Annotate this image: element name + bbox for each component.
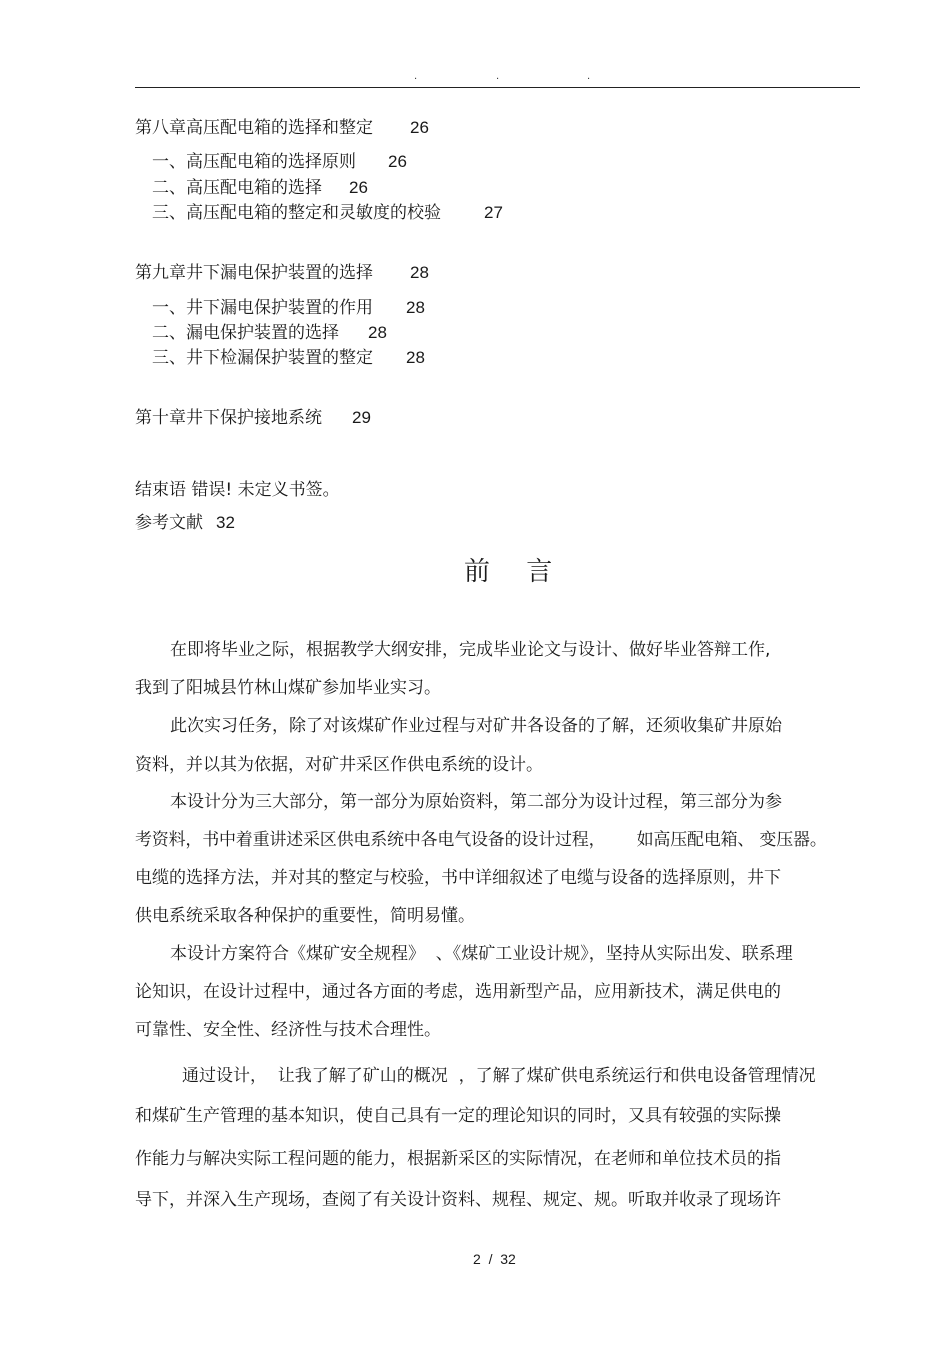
- toc-ch10-title[interactable]: 第十章井下保护接地系统: [135, 408, 322, 428]
- toc-references[interactable]: 参考文献: [135, 513, 203, 533]
- toc-ch9-page[interactable]: 28: [410, 263, 429, 282]
- header-rule: [135, 87, 860, 88]
- preface-line: 和煤矿生产管理的基本知识，使自己具有一定的理论知识的同时，又具有较强的实际操: [135, 1106, 781, 1126]
- page-number: 2 / 32: [473, 1251, 516, 1267]
- preface-line: 在即将毕业之际，根据教学大纲安排，完成毕业论文与设计、做好毕业答辩工作,: [170, 640, 771, 660]
- toc-ch9-item-2[interactable]: 二、漏电保护装置的选择: [152, 323, 339, 343]
- toc-ch9-item-1[interactable]: 一、井下漏电保护装置的作用: [152, 298, 373, 318]
- preface-line: 供电系统采取各种保护的重要性，简明易懂。: [135, 906, 475, 926]
- toc-ch10-page[interactable]: 29: [352, 408, 371, 427]
- preface-line: 我到了阳城县竹林山煤矿参加毕业实习。: [135, 678, 441, 698]
- toc-ch8-page[interactable]: 26: [410, 118, 429, 137]
- toc-ch9-title[interactable]: 第九章井下漏电保护装置的选择: [135, 263, 373, 283]
- toc-ch9-item-3[interactable]: 三、井下检漏保护装置的整定: [152, 348, 373, 368]
- toc-ch9-item-1-page[interactable]: 28: [406, 298, 425, 317]
- toc-ch8-item-3[interactable]: 三、高压配电箱的整定和灵敏度的校验: [152, 203, 441, 223]
- toc-ch8-item-3-page[interactable]: 27: [484, 203, 503, 222]
- toc-ch8-title[interactable]: 第八章高压配电箱的选择和整定: [135, 118, 373, 138]
- header-dot: .: [414, 71, 418, 82]
- toc-conclusion[interactable]: 结束语 错误! 未定义书签。: [135, 480, 340, 500]
- toc-ch8-item-2-page[interactable]: 26: [349, 178, 368, 197]
- toc-ch9-item-2-page[interactable]: 28: [368, 323, 387, 342]
- preface-line: 本设计方案符合《煤矿安全规程》 、《煤矿工业设计规》，坚持从实际出发、联系理: [170, 944, 793, 964]
- toc-references-page[interactable]: 32: [216, 513, 235, 532]
- header-dot: .: [587, 71, 591, 82]
- toc-ch8-item-2[interactable]: 二、高压配电箱的选择: [152, 178, 322, 198]
- preface-line: 导下，并深入生产现场，查阅了有关设计资料、规程、规定、规。听取并收录了现场许: [135, 1190, 781, 1210]
- preface-line: 作能力与解决实际工程问题的能力，根据新采区的实际情况，在老师和单位技术员的指: [135, 1149, 781, 1169]
- toc-ch8-item-1[interactable]: 一、高压配电箱的选择原则: [152, 152, 356, 172]
- preface-line: 本设计分为三大部分，第一部分为原始资料，第二部分为设计过程，第三部分为参: [170, 792, 782, 812]
- preface-line: 可靠性、安全性、经济性与技术合理性。: [135, 1020, 441, 1040]
- preface-line: 资料，并以其为依据，对矿井采区作供电系统的设计。: [135, 755, 543, 775]
- preface-heading: 前 言: [464, 557, 567, 587]
- preface-line: 论知识，在设计过程中，通过各方面的考虑，选用新型产品，应用新技术，满足供电的: [135, 982, 781, 1002]
- preface-line: 考资料，书中着重讲述采区供电系统中各电气设备的设计过程， 如高压配电箱、 变压器。: [135, 830, 827, 850]
- header-dots: [0, 72, 950, 86]
- toc-ch9-item-3-page[interactable]: 28: [406, 348, 425, 367]
- preface-line: 电缆的选择方法，并对其的整定与校验，书中详细叙述了电缆与设备的选择原则，井下: [135, 868, 781, 888]
- toc-ch8-item-1-page[interactable]: 26: [388, 152, 407, 171]
- header-dot: .: [496, 71, 500, 82]
- preface-line: 此次实习任务，除了对该煤矿作业过程与对矿井各设备的了解，还须收集矿井原始: [170, 716, 782, 736]
- preface-line: 通过设计， 让我了解了矿山的概况 ，了解了煤矿供电系统运行和供电设备管理情况: [182, 1066, 816, 1086]
